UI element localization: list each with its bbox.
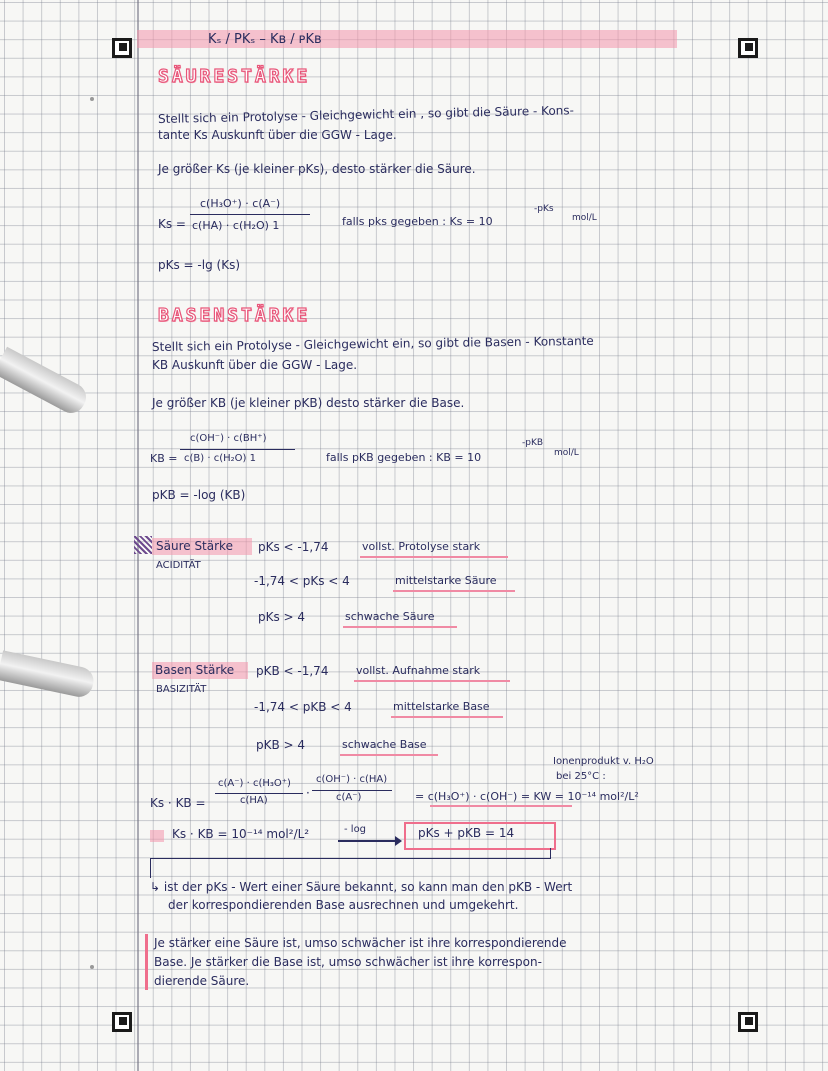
arrow-bullet-highlight [150,830,164,842]
acid-formula-exponent: -pKs [534,204,554,214]
acid-row1-description: vollst. Protolyse stark [362,540,481,553]
underline [340,754,438,756]
base-row2-condition: -1,74 < pKB < 4 [254,700,352,714]
note-margin-bar [145,934,148,990]
base-row1-description: vollst. Aufnahme stark [356,664,481,677]
product-line2: Ks · KB = 10⁻¹⁴ mol²/L² [172,827,310,841]
base-table-sublabel: BASIZITÄT [156,684,207,695]
base-text-line2: KB Auskunft über die GGW - Lage. [152,358,358,372]
acid-formula-fraction-line [190,214,310,215]
acid-heading: SÄURESTÄRKE [158,66,311,87]
acid-pks-definition: pKs = -lg (Ks) [158,258,241,272]
base-formula-unit: mol/L [554,448,579,458]
acid-formula-denominator: c(HA) · c(H₂O) 1 [192,219,280,232]
punch-hole-icon [112,1012,132,1032]
bracket-side [150,858,151,878]
acid-formula-given: falls pks gegeben : Ks = 10 [342,215,493,228]
acid-table-label: Säure Stärke [156,539,233,553]
base-text-line1: Stellt sich ein Protolyse - Gleichgewicht ein, so gibt die Basen - Konstante [151,333,594,354]
hatch-mark-icon [134,536,152,554]
product-fraction2-numerator: c(OH⁻) · c(HA) [316,774,388,785]
base-table-label: Basen Stärke [155,663,235,677]
acid-row2-description: mittelstarke Säure [395,574,497,587]
product-result: = c(H₃O⁺) · c(OH⁻) = KW = 10⁻¹⁴ mol²/L² [415,790,639,803]
product-fraction1-denominator: c(HA) [240,795,268,806]
base-text-line3: Je größer KB (je kleiner pKB) desto stärker die Base. [152,396,465,410]
ionic-product-note: Ionenprodukt v. H₂O [553,756,654,767]
underline [354,680,510,682]
acid-row3-description: schwache Säure [345,610,435,623]
conclusion-line1: ↳ ist der pKs - Wert einer Säure bekannt, so kann man den pKB - Wert [150,880,573,894]
margin-dot [90,97,94,101]
base-row3-description: schwache Base [342,738,427,751]
base-row3-condition: pKB > 4 [256,738,306,752]
punch-hole-icon [738,1012,758,1032]
acid-text-line2: tante Ks Auskunft über die GGW - Lage. [158,128,397,142]
log-label: - log [344,824,367,835]
base-row2-description: mittelstarke Base [393,700,490,713]
acid-text-line3: Je größer Ks (je kleiner pKs), desto stärker die Säure. [158,162,476,176]
arrow-right-icon [338,840,400,842]
base-pkb-definition: pKB = -log (KB) [152,488,246,502]
punch-hole-icon [112,38,132,58]
bracket-line [150,858,550,859]
acid-formula-unit: mol/L [572,213,597,223]
base-formula-denominator: c(B) · c(H₂O) 1 [184,453,256,464]
underline [391,716,503,718]
base-formula-numerator: c(OH⁻) · c(BH⁺) [190,433,267,444]
underline [360,556,508,558]
base-formula-fraction-line [180,449,295,450]
acid-formula-numerator: c(H₃O⁺) · c(A⁻) [200,197,281,210]
product-dot: · [306,786,310,800]
note-line1: Je stärker eine Säure ist, umso schwächer ist ihre korrespondierende [154,936,567,950]
underline [430,805,572,807]
acid-table-sublabel: ACIDITÄT [156,560,201,571]
acid-row1-condition: pKs < -1,74 [258,540,329,554]
product-fraction1-numerator: c(A⁻) · c(H₃O⁺) [218,778,291,789]
acid-row2-condition: -1,74 < pKs < 4 [254,574,350,588]
bracket-side [550,848,551,859]
punch-hole-icon [738,38,758,58]
acid-formula-lhs: Ks = [158,217,186,231]
note-line2: Base. Je stärker die Base ist, umso schwächer ist ihre korrespon- [154,955,542,969]
product-lhs: Ks · KB = [150,796,206,810]
base-heading: BASENSTÄRKE [158,305,311,326]
base-formula-given: falls pKB gegeben : KB = 10 [326,451,482,464]
base-row1-condition: pKB < -1,74 [256,664,329,678]
product-fraction2-denominator: c(A⁻) [336,792,362,803]
margin-dot [90,965,94,969]
base-formula-lhs: KB = [150,452,178,465]
underline [343,626,457,628]
acid-text-line1: Stellt sich ein Protolyse - Gleichgewicht ein , so gibt die Säure - Kons- [157,103,575,126]
ionic-product-temperature: bei 25°C : [556,771,606,782]
underline [393,590,515,592]
boxed-result: pKs + pKB = 14 [418,826,515,840]
base-formula-exponent: -pKB [522,438,544,448]
acid-row3-condition: pKs > 4 [258,610,306,624]
note-line3: dierende Säure. [154,974,250,988]
conclusion-line2: der korrespondierenden Base ausrechnen und umgekehrt. [168,898,519,912]
page-title: Kₛ / PKₛ – Kʙ / ᴘKʙ [208,32,322,47]
